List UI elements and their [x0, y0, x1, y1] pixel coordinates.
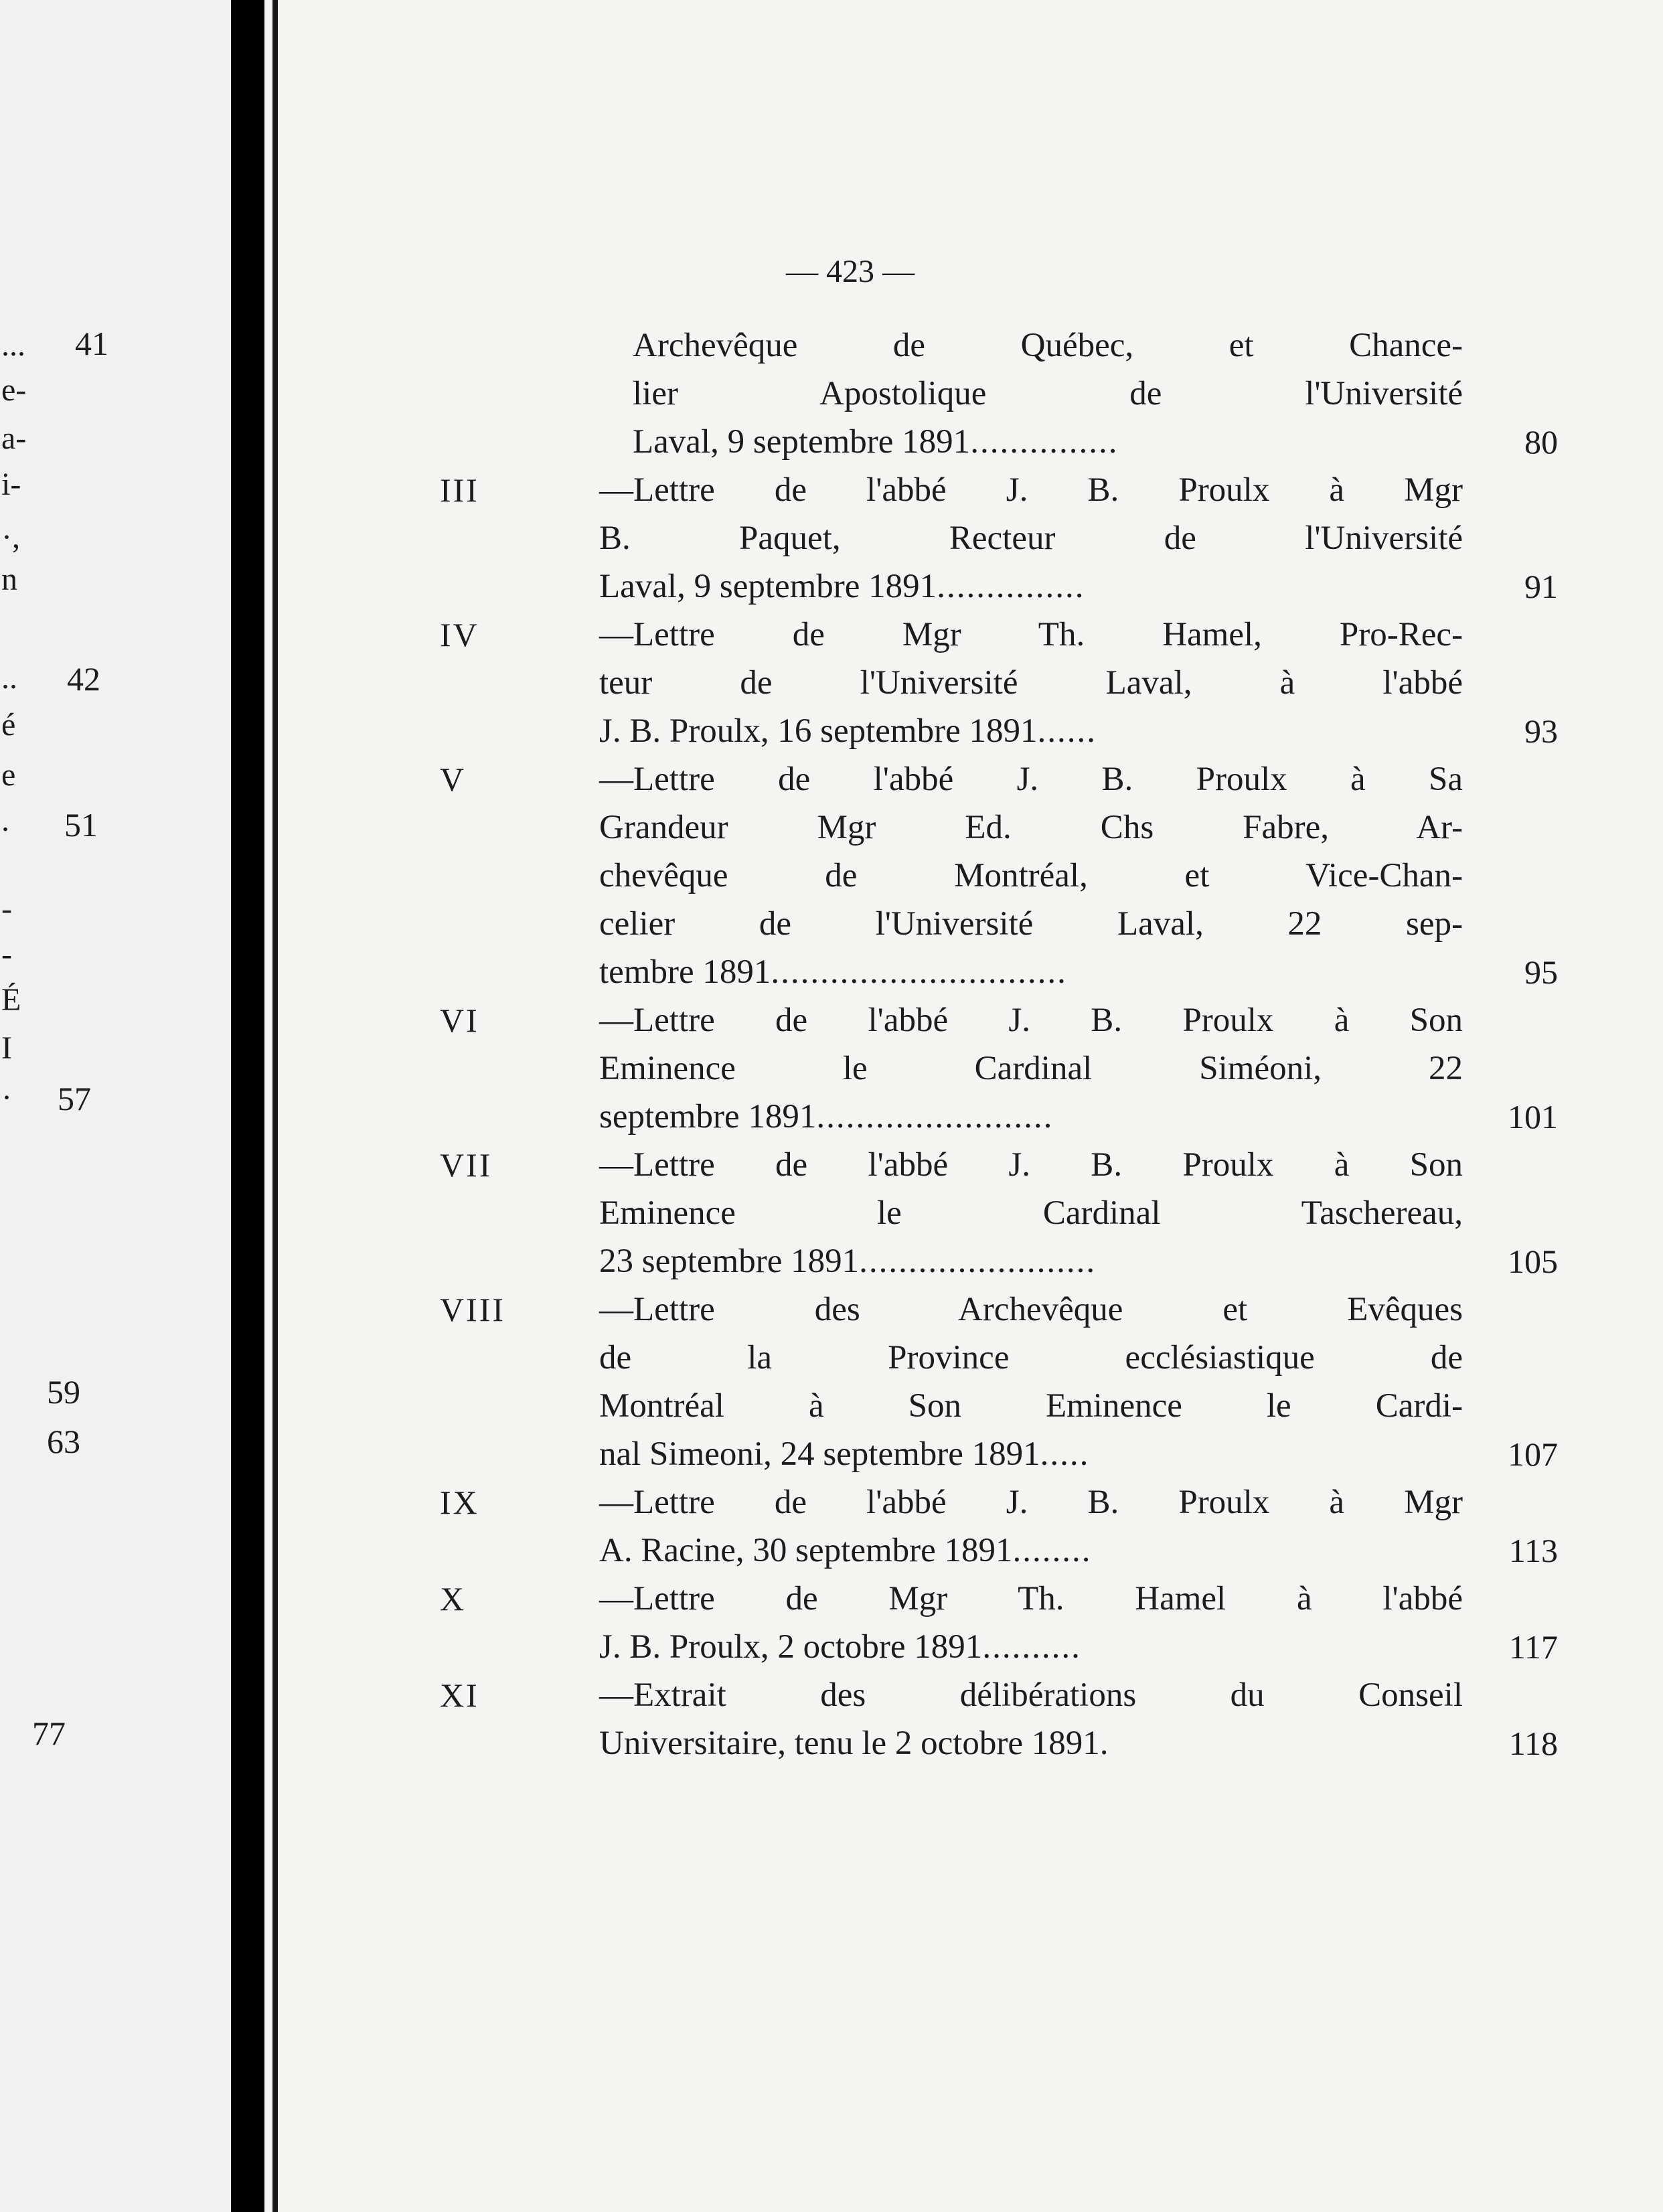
entry-title-line: Eminence le Cardinal Siméoni, 22	[599, 1050, 1463, 1087]
left-fragment: n	[1, 562, 17, 597]
entry-title-line: —Lettre de l'abbé J. B. Proulx à Son	[599, 1146, 1463, 1184]
left-fragment: ·	[1, 1080, 12, 1115]
entry-title-line: Grandeur Mgr Ed. Chs Fabre, Ar-	[599, 809, 1463, 846]
entry-title-line: —Lettre des Archevêque et Evêques	[599, 1291, 1463, 1328]
left-fragment: ..	[1, 660, 17, 696]
dot-leader: ......	[1037, 712, 1097, 750]
dot-leader: ........	[1012, 1532, 1092, 1569]
entry-page-number: 101	[1508, 1098, 1558, 1135]
entry-title	[599, 1285, 1463, 1478]
entry-page-number: 95	[1524, 953, 1558, 991]
dot-leader: ...............	[970, 423, 1119, 461]
entry-title-line: —Lettre de l'abbé J. B. Proulx à Sa	[599, 761, 1463, 798]
entry-title-line: —Lettre de Mgr Th. Hamel, Pro-Rec-	[599, 616, 1463, 653]
entry-title-line	[599, 1623, 1463, 1671]
entry-title	[599, 1141, 1463, 1285]
entry-roman-numeral: VIII	[440, 1291, 506, 1328]
entry-title	[599, 1478, 1463, 1575]
entry-title-line: —Lettre de l'abbé J. B. Proulx à Mgr	[599, 471, 1463, 509]
entry-title-line: —Lettre de l'abbé J. B. Proulx à Son	[599, 1002, 1463, 1039]
left-page-number: 57	[58, 1080, 91, 1117]
left-page-number: 42	[67, 660, 100, 698]
entry-roman-numeral: V	[440, 761, 467, 798]
entry-title-line	[599, 707, 1463, 755]
entry-title-line	[599, 1237, 1463, 1285]
dot-leader: ........................	[859, 1243, 1097, 1280]
left-fragment: I	[1, 1030, 12, 1066]
entry-title-line: —Lettre de Mgr Th. Hamel à l'abbé	[599, 1580, 1463, 1617]
entry-title-line	[599, 948, 1463, 996]
left-fragment: e	[1, 757, 16, 793]
entry-title-text: 23 septembre 1891	[599, 1243, 860, 1280]
entry-title-text: Laval, 9 septembre 1891	[633, 423, 971, 461]
left-fragment: -	[1, 937, 12, 972]
entry-roman-numeral: X	[440, 1580, 467, 1617]
entry-title-line: Archevêque de Québec, et Chance-	[633, 327, 1463, 364]
entry-title-text: nal Simeoni, 24 septembre 1891	[599, 1435, 1040, 1473]
entry-page-number: 105	[1508, 1243, 1558, 1280]
entry-title-text: tembre 1891	[599, 953, 771, 991]
entry-title-line: B. Paquet, Recteur de l'Université	[599, 520, 1463, 557]
left-fragment: -	[1, 891, 12, 927]
right-page	[264, 0, 1663, 2212]
entry-title-line	[599, 1526, 1463, 1575]
entry-roman-numeral: III	[440, 471, 479, 509]
left-page-number: 63	[47, 1423, 80, 1460]
entry-title	[599, 611, 1463, 755]
entry-page-number: 91	[1524, 568, 1558, 605]
entry-title-text: J. B. Proulx, 2 octobre 1891	[599, 1628, 983, 1666]
left-fragment: ...	[1, 327, 25, 363]
entry-title-line	[599, 1093, 1463, 1141]
entry-page-number: 113	[1508, 1532, 1558, 1569]
left-fragment: É	[1, 982, 21, 1018]
entry-title-line	[599, 1430, 1463, 1478]
entry-title	[599, 755, 1463, 996]
entry-title	[599, 1671, 1463, 1767]
entry-page-number: 118	[1508, 1725, 1558, 1762]
entry-roman-numeral: VII	[440, 1146, 493, 1184]
dot-leader: .....	[1040, 1435, 1090, 1473]
entry-page-number: 107	[1508, 1435, 1558, 1473]
entry-title-line	[633, 418, 1463, 466]
entry-title-text: Universitaire, tenu le 2 octobre 1891.	[599, 1725, 1109, 1762]
entry-title-text: septembre 1891	[599, 1098, 817, 1135]
dot-leader: ...............	[937, 568, 1085, 605]
entry-roman-numeral: XI	[440, 1676, 479, 1714]
entry-title-line: teur de l'Université Laval, à l'abbé	[599, 664, 1463, 702]
entry-title	[599, 996, 1463, 1141]
left-fragment: e-	[1, 372, 27, 408]
entry-title	[633, 321, 1463, 466]
entry-title-text: A. Racine, 30 septembre 1891	[599, 1532, 1013, 1569]
dot-leader: ..............................	[771, 953, 1067, 991]
entry-title-line: —Lettre de l'abbé J. B. Proulx à Mgr	[599, 1484, 1463, 1521]
left-fragment: .	[1, 803, 9, 838]
entry-page-number: 117	[1508, 1628, 1558, 1666]
entry-page-number: 80	[1524, 423, 1558, 461]
entry-title-line: Montréal à Son Eminence le Cardi-	[599, 1387, 1463, 1425]
left-page-margin	[0, 0, 231, 2212]
entry-title	[599, 466, 1463, 611]
entry-page-number: 93	[1524, 712, 1558, 750]
entry-title-line: Eminence le Cardinal Taschereau,	[599, 1194, 1463, 1232]
dot-leader: ..........	[982, 1628, 1081, 1666]
left-fragment: a-	[1, 420, 27, 456]
entry-title-line: chevêque de Montréal, et Vice-Chan-	[599, 857, 1463, 894]
entry-roman-numeral: IX	[440, 1484, 479, 1521]
entry-title-line: lier Apostolique de l'Université	[633, 375, 1463, 412]
entry-roman-numeral: VI	[440, 1002, 479, 1039]
entry-title-line	[599, 562, 1463, 611]
book-gutter	[231, 0, 264, 2212]
left-fragment: é	[1, 707, 16, 742]
entry-title-line: —Extrait des délibérations du Conseil	[599, 1676, 1463, 1714]
entry-title-line: celier de l'Université Laval, 22 sep-	[599, 905, 1463, 943]
entry-title-text: Laval, 9 septembre 1891	[599, 568, 937, 605]
page-number: — 423 —	[786, 254, 915, 289]
left-fragment: i-	[1, 467, 21, 502]
left-page-number: 51	[64, 806, 98, 844]
dot-leader: ........................	[816, 1098, 1054, 1135]
entry-title-text: J. B. Proulx, 16 septembre 1891	[599, 712, 1038, 750]
left-page-number: 77	[32, 1715, 66, 1752]
entry-title	[599, 1575, 1463, 1671]
left-fragment: ·,	[1, 520, 20, 555]
entry-roman-numeral: IV	[440, 616, 479, 653]
page-edge	[272, 0, 278, 2212]
left-page-number: 41	[75, 325, 108, 362]
entry-title-line	[599, 1719, 1463, 1767]
entry-title-line: de la Province ecclésiastique de	[599, 1339, 1463, 1376]
left-page-number: 59	[47, 1373, 80, 1411]
